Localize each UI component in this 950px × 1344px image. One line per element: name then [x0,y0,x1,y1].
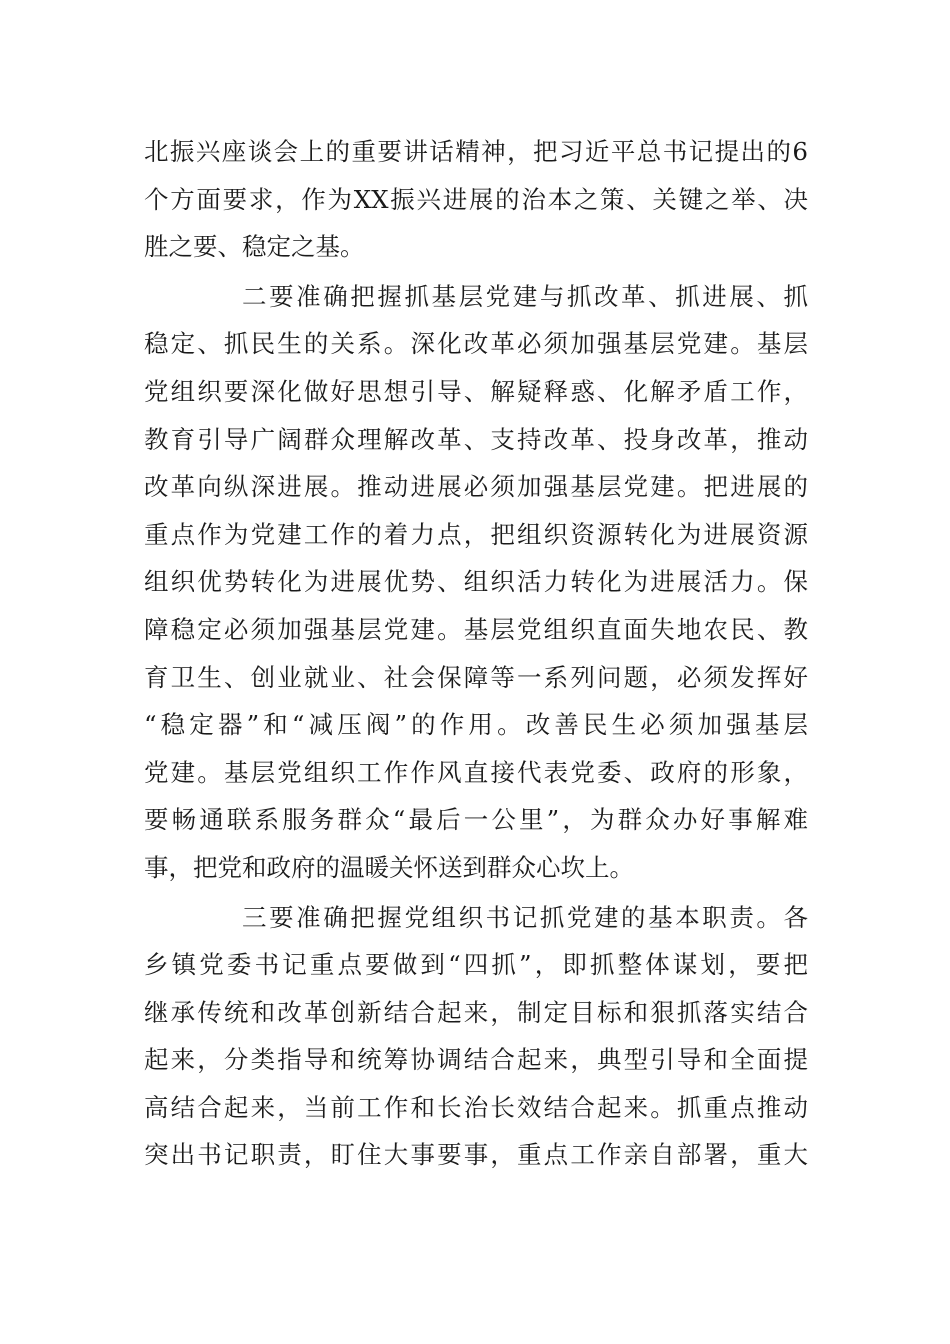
text-line: 要畅通联系服务群众“最后一公里”，为群众办好事解难 [144,805,808,835]
text-line: 突出书记职责，盯住大事要事，重点工作亲自部署，重大 [144,1140,808,1170]
text-line: 党组织要深化做好思想引导、解疑释惑、化解矛盾工作， [144,376,808,406]
text-line: 二要准确把握抓基层党建与抓改革、抓进展、抓 [242,281,808,311]
paragraph-3 [144,894,808,1180]
text-line: 起来，分类指导和统筹协调结合起来，典型引导和全面提 [144,1045,808,1075]
text-line: 重点作为党建工作的着力点，把组织资源转化为进展资源 [144,519,808,549]
text-line: 胜之要、稳定之基。 [144,232,365,262]
text-line: 乡镇党委书记重点要做到“四抓”，即抓整体谋划，要把 [144,950,808,980]
text-line: 个方面要求，作为XX振兴进展的治本之策、关键之举、决 [144,184,808,214]
text-line: 三要准确把握党组织书记抓党建的基本职责。各 [242,902,808,932]
text-line: 继承传统和改革创新结合起来，制定目标和狠抓落实结合 [144,997,808,1027]
text-line: 稳定、抓民生的关系。深化改革必须加强基层党建。基层 [144,329,808,359]
text-line: 教育引导广阔群众理解改革、支持改革、投身改革，推动 [144,424,808,454]
text-line: 北振兴座谈会上的重要讲话精神，把习近平总书记提出的6 [144,137,808,166]
paragraph-1 [144,128,808,271]
text-line: 改革向纵深进展。推动进展必须加强基层党建。把进展的 [144,472,808,502]
text-line: 党建。基层党组织工作作风直接代表党委、政府的形象， [144,757,808,787]
text-line: 事，把党和政府的温暖关怀送到群众心坎上。 [144,852,634,882]
text-line: “稳定器”和“减压阀”的作用。改善民生必须加强基层 [144,710,808,740]
text-line: 障稳定必须加强基层党建。基层党组织直面失地农民、教 [144,614,808,644]
text-line: 高结合起来，当前工作和长治长效结合起来。抓重点推动 [144,1092,808,1122]
text-line: 组织优势转化为进展优势、组织活力转化为进展活力。保 [144,567,808,597]
text-line: 育卫生、创业就业、社会保障等一系列问题，必须发挥好 [144,662,808,692]
document-body [144,128,808,1179]
paragraph-2 [144,273,808,892]
